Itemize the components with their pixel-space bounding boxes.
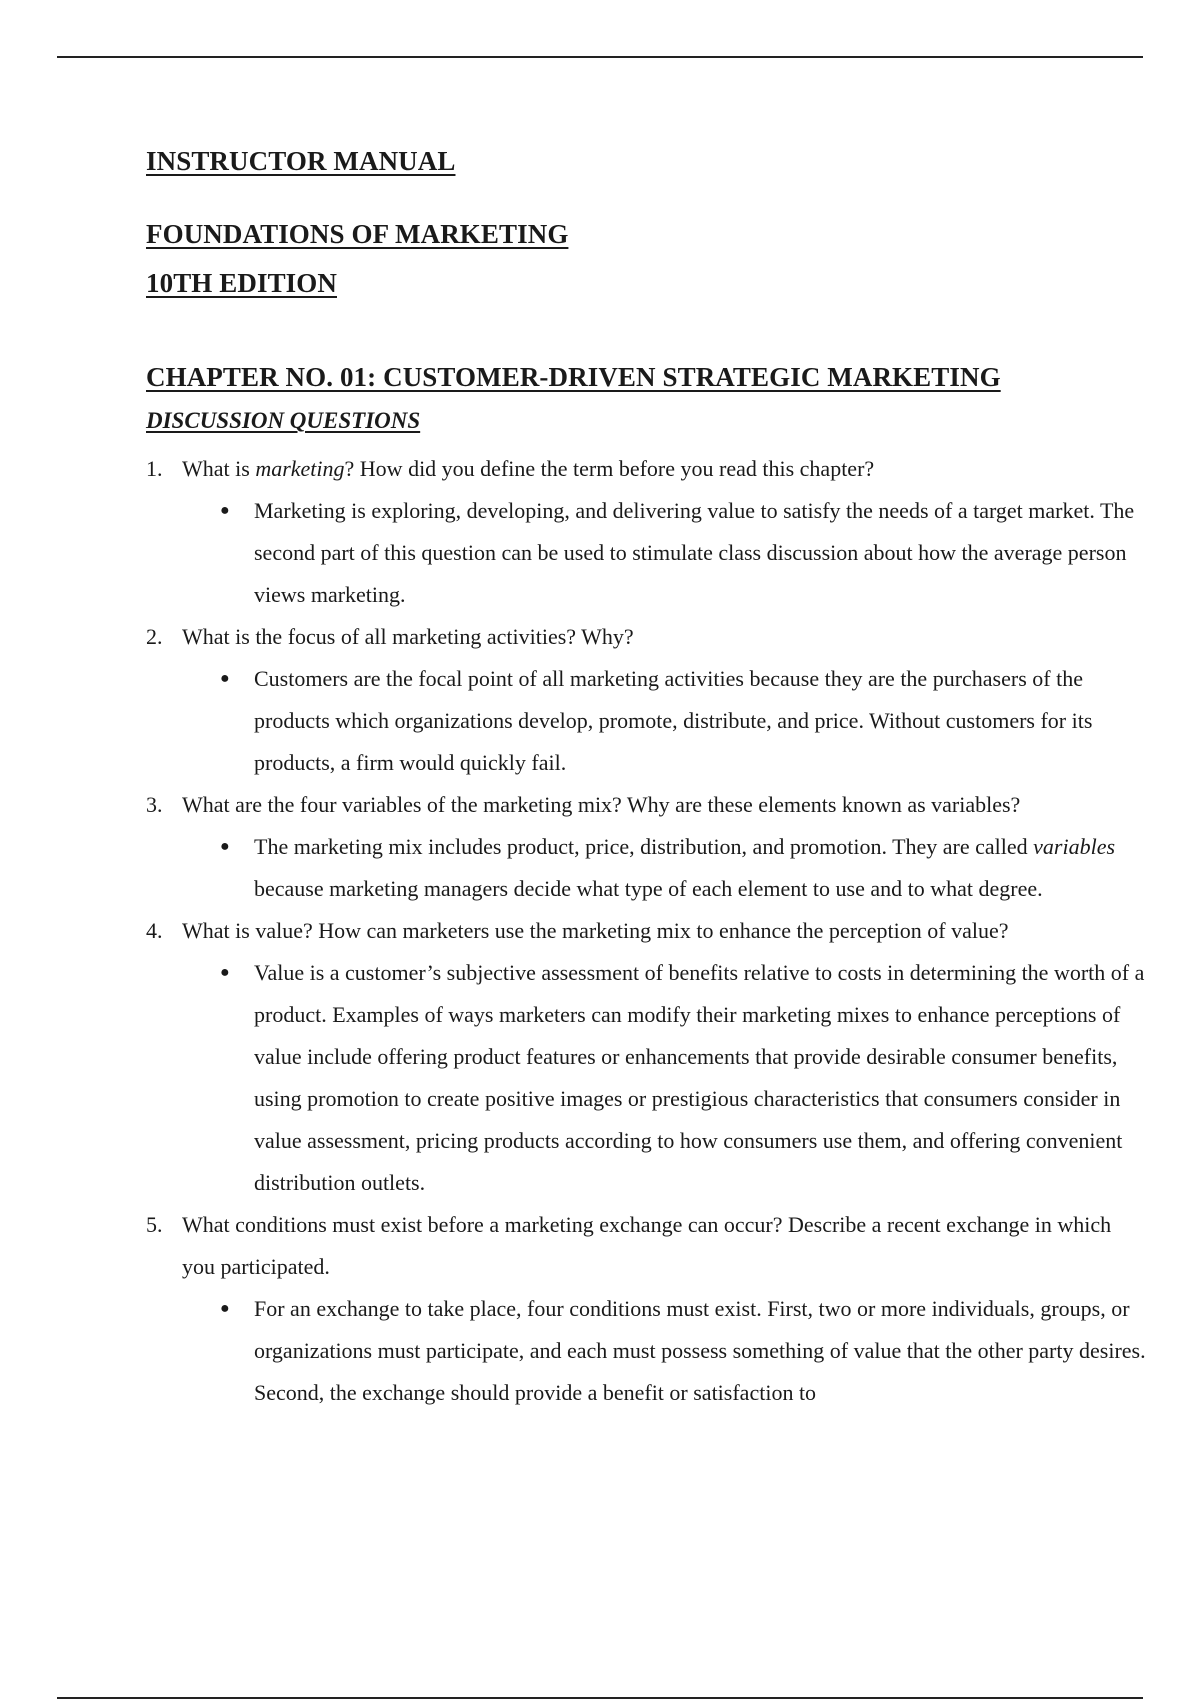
edition-label: 10TH EDITION bbox=[146, 268, 337, 298]
answer-text: Value is a customer’s subjective assessment of benefits relative to costs in determining the worth of a product. Examples of ways marketers can modify their marketing mixes to enhance perceptions of value include offering product features or enhancements that provide desirable consumer benefits, using promotion to create positive images or prestigious characteristics that consumers consider in value assessment, pricing products according to how consumers use them, and offering convenient distribution outlets. bbox=[254, 960, 1145, 1195]
answer-item bbox=[218, 658, 1146, 784]
bullet-icon: ● bbox=[220, 964, 230, 981]
answer-text: Customers are the focal point of all marketing activities because they are the purchasers of the products which organizations develop, promote, distribute, and price. Without customers for its products, a firm would quickly fail. bbox=[254, 666, 1093, 775]
manual-title: INSTRUCTOR MANUAL bbox=[146, 146, 456, 176]
question-text: What is marketing? How did you define the term before you read this chapter? bbox=[182, 456, 875, 481]
question-item bbox=[146, 616, 1146, 658]
bullet-icon: ● bbox=[220, 838, 230, 855]
section-heading: DISCUSSION QUESTIONS bbox=[146, 408, 421, 433]
question-text: What are the four variables of the marketing mix? Why are these elements known as variables? bbox=[182, 792, 1021, 817]
book-title: FOUNDATIONS OF MARKETING bbox=[146, 219, 569, 249]
answer-item bbox=[218, 1288, 1146, 1414]
question-text: What conditions must exist before a marketing exchange can occur? Describe a recent exchange in which you participated. bbox=[182, 1212, 1112, 1279]
question-number: 2. bbox=[146, 624, 163, 649]
answer-text: For an exchange to take place, four conditions must exist. First, two or more individuals, groups, or organizations must participate, and each must possess something of value that the other party desires. Second, the exchange should provide a benefit or satisfaction to bbox=[254, 1296, 1146, 1405]
question-item bbox=[146, 1204, 1146, 1288]
question-number: 5. bbox=[146, 1212, 163, 1237]
question-text: What is the focus of all marketing activities? Why? bbox=[182, 624, 634, 649]
answer-item bbox=[218, 826, 1146, 910]
answer-item bbox=[218, 490, 1146, 616]
question-item bbox=[146, 448, 1146, 490]
question-number: 1. bbox=[146, 456, 163, 481]
question-text: What is value? How can marketers use the marketing mix to enhance the perception of value? bbox=[182, 918, 1009, 943]
bullet-icon: ● bbox=[220, 502, 230, 519]
top-rule bbox=[57, 56, 1143, 58]
question-item bbox=[146, 784, 1146, 826]
answer-text: Marketing is exploring, developing, and delivering value to satisfy the needs of a target market. The second part of this question can be used to stimulate class discussion about how the average person views marketing. bbox=[254, 498, 1135, 607]
bullet-icon: ● bbox=[220, 1300, 230, 1317]
question-number: 3. bbox=[146, 792, 163, 817]
bullet-icon: ● bbox=[220, 670, 230, 687]
answer-item bbox=[218, 952, 1146, 1204]
discussion-questions-list bbox=[146, 448, 1146, 1414]
emphasized-term: marketing bbox=[255, 456, 345, 481]
question-item bbox=[146, 910, 1146, 952]
emphasized-term: variables bbox=[1033, 834, 1116, 859]
answer-text: The marketing mix includes product, price, distribution, and promotion. They are called variables because marketing managers decide what type of each element to use and to what degree. bbox=[254, 834, 1116, 901]
bottom-rule bbox=[57, 1697, 1143, 1699]
chapter-title: CHAPTER NO. 01: CUSTOMER-DRIVEN STRATEGIC MARKETING bbox=[146, 362, 1001, 392]
question-number: 4. bbox=[146, 918, 163, 943]
